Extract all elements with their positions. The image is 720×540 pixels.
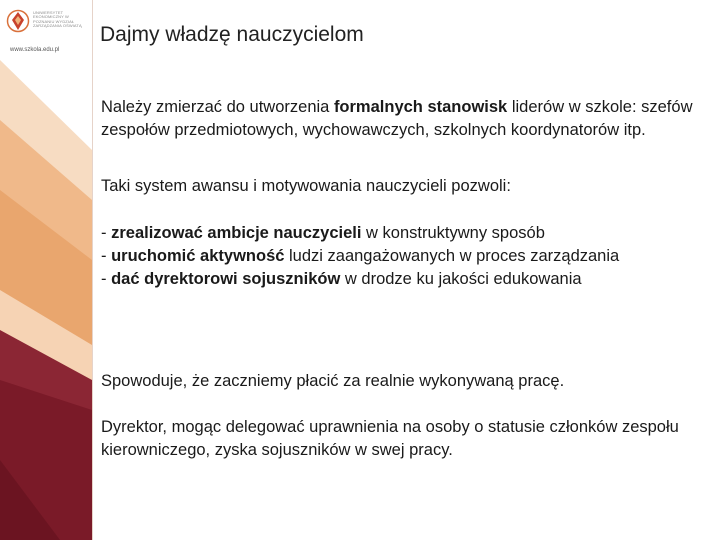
list-dash: - [101,270,112,288]
list-dash: - [101,247,112,265]
bold-text: uruchomić [111,247,196,265]
sidebar-decoration [0,0,92,540]
paragraph-pay: Spowoduje, że zaczniemy płacić za realnie wykonywaną pracę. [101,372,565,390]
website-url[interactable]: www.szkola.edu.pl [10,47,60,53]
bold-text: dać dyrektorowi sojuszników [111,270,341,288]
logo-mark-icon [6,8,30,34]
list-item [101,224,545,242]
slide-title: Dajmy władzę nauczycielom [100,23,364,46]
divider [92,0,93,540]
paragraph-formal-positions [101,96,701,142]
text-segment: Należy zmierzać do utworzenia [101,98,334,116]
text-segment: liderów w szkole: szefów zespołów przedmiotowych, wychowawczych, szkolnych koordynatorów itp. [101,98,693,139]
text-segment: w konstruktywny sposób [361,224,545,242]
benefits-list [101,222,619,291]
logo [6,8,86,44]
list-dash: - [101,224,112,242]
list-item [101,247,619,265]
decorative-sidebar [0,0,92,540]
bold-text: formalnych stanowisk [333,98,508,116]
text-segment: w drodze ku jakości edukowania [340,270,582,288]
list-item [101,270,582,288]
bold-text: zrealizować ambicje nauczycieli [111,224,362,242]
text-segment: ludzi zaangażowanych w proces zarządzania [284,247,620,265]
paragraph-director: Dyrektor, mogąc delegować uprawnienia na osoby o statusie członków zespołu kierowniczego, zyska sojuszników w swej pracy. [101,418,679,459]
paragraph-system: Taki system awansu i motywowania nauczycieli pozwoli: [101,177,511,195]
bold-text: aktywność [200,247,285,265]
logo-text: UNIWERSYTET EKONOMICZNY W POZNANIU WYDZIAŁ ZARZĄDZANIA OŚWIATĄ [33,10,82,29]
